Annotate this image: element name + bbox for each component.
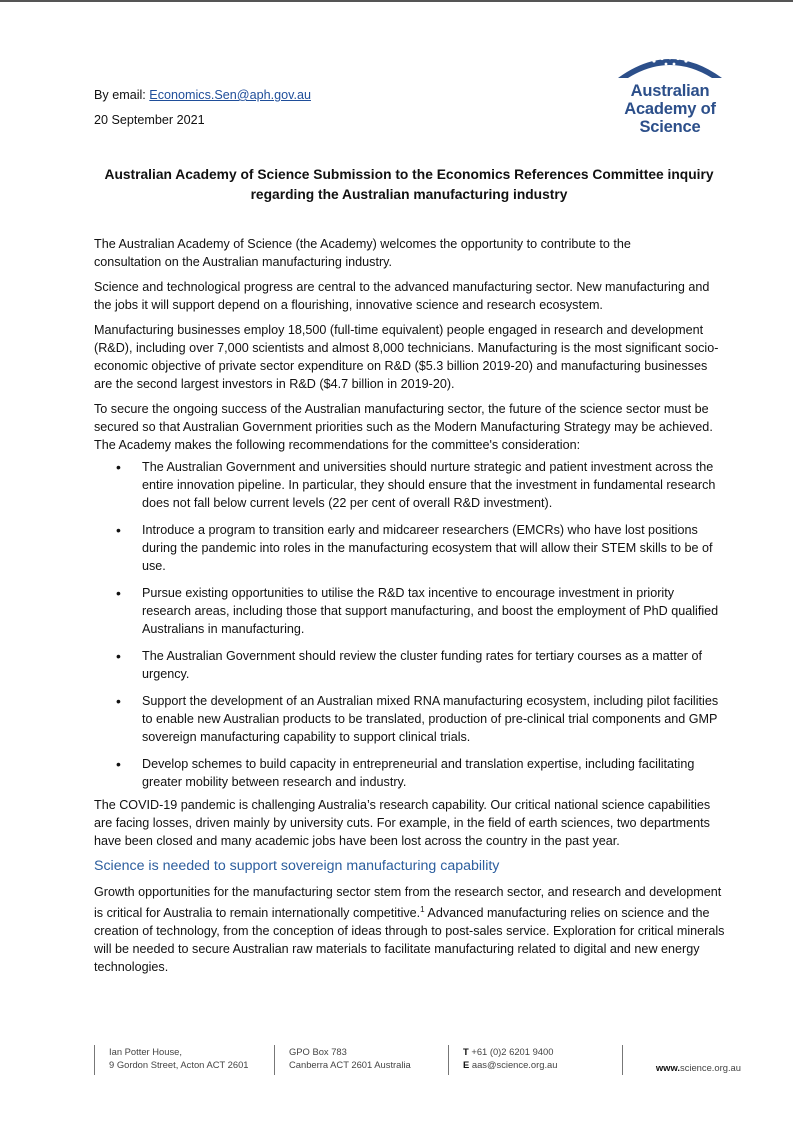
footer-address	[94, 1045, 249, 1075]
footer-website[interactable]	[622, 1045, 741, 1075]
document-body	[94, 235, 726, 983]
logo-text	[608, 82, 732, 136]
list-item: • Pursue existing opportunities to utilise the R&D tax incentive to encourage investment in priority research areas, including those that support manufacturing, and boost the employment of PhD qualified Australians in manufacturing.	[94, 584, 726, 638]
academy-logo	[608, 48, 732, 144]
growth-text: Growth opportunities for the manufacturing sector stem from the research sector, and research and development is critical for Australia to remain internationally competitive.	[94, 885, 722, 921]
footer-address-line-2: 9 Gordon Street, Acton ACT 2601	[109, 1059, 249, 1070]
footer-po-box	[274, 1045, 411, 1075]
paragraph-recommendations-intro: To secure the ongoing success of the Australian manufacturing sector, the future of the science sector must be secured so that Australian Government priorities such as the Modern Manufacturing Strategy may be achieved. The Academy makes the following recommendations for the committee's consideration:	[94, 402, 713, 452]
paragraph-science-progress: Science and technological progress are central to the advanced manufacturing sector. New manufacturing and the jobs it will support depend on a flourishing, innovative science and research ecosystem.	[94, 280, 710, 312]
phone-label: T	[463, 1046, 469, 1057]
email-link[interactable]: Economics.Sen@aph.gov.au	[149, 88, 311, 102]
dome-arch-icon	[614, 48, 726, 80]
list-item: • Support the development of an Australian mixed RNA manufacturing ecosystem, including pilot facilities to enable new Australian products to be translated, production of pre-clinical trial components and GMP sovereign manufacturing capability to support clinical trials.	[94, 692, 726, 746]
list-item: • Develop schemes to build capacity in entrepreneurial and translation expertise, including facilitating greater mobility between research and industry.	[94, 755, 726, 791]
footer-phone	[463, 1045, 557, 1058]
footer-email-address[interactable]: aas@science.org.au	[469, 1059, 558, 1070]
email-prefix: By email:	[94, 88, 150, 102]
footer-po-line-2: Canberra ACT 2601 Australia	[289, 1059, 411, 1070]
growth-text-rest: Advanced manufacturing relies on science and the creation of technology, from the conception of ideas through to post-sales service. Exploration for critical minerals will be needed to secure Australian raw materials to facilitate manufacturing related to digital and new energy technologies.	[94, 906, 725, 975]
logo-line-3: Science	[639, 118, 701, 136]
paragraph-covid: The COVID-19 pandemic is challenging Australia’s research capability. Our critical national science capabilities are facing losses, driven mainly by university cuts. For example, in the field of earth sciences, two departments have been closed and many academic jobs have been lost across the country in the past year.	[94, 798, 711, 848]
logo-line-1: Australian	[630, 82, 710, 100]
footer-po-line-1: GPO Box 783	[289, 1046, 347, 1057]
footnote-ref[interactable]: 1	[420, 905, 425, 914]
phone-number: +61 (0)2 6201 9400	[468, 1046, 554, 1057]
logo-line-2: Academy of	[624, 100, 716, 118]
list-item: • Introduce a program to transition early and midcareer researchers (EMCRs) who have lost positions during the pandemic into roles in the manufacturing ecosystem that will allow their STEM skills to be of use.	[94, 521, 726, 575]
footer-email	[463, 1058, 557, 1071]
email-label: E	[463, 1059, 470, 1070]
letter-date: 20 September 2021	[94, 113, 205, 127]
title-line-1: Australian Academy of Science Submission to the Economics References Committee inquiry	[104, 167, 714, 182]
footer-address-line-1: Ian Potter House,	[109, 1046, 182, 1057]
document-title	[94, 165, 724, 205]
list-item: • The Australian Government and universities should nurture strategic and patient investment across the entire innovation pipeline. In particular, they should ensure that the investment in fundamental research does not fall below current levels (22 per cent of overall R&D investment).	[94, 458, 726, 512]
page-footer	[94, 1045, 741, 1079]
title-line-2: regarding the Australian manufacturing industry	[250, 187, 568, 202]
website-prefix: www.	[655, 1062, 681, 1073]
recommendations-list	[94, 458, 726, 791]
list-item: • The Australian Government should review the cluster funding rates for tertiary courses as a matter of urgency.	[94, 647, 726, 683]
footer-contact	[448, 1045, 557, 1075]
website-domain: science.org.au	[680, 1062, 741, 1073]
paragraph-manufacturing-stats: Manufacturing businesses employ 18,500 (full-time equivalent) people engaged in research and development (R&D), including over 7,000 scientists and almost 8,000 technicians. Manufacturing is the most significant socio-economic objective of private sector expenditure on R&D ($5.3 billion 2019-20) and manufacturing businesses are the second largest investors in R&D ($4.7 billion in 2019-20).	[94, 323, 719, 391]
paragraph-intro: The Australian Academy of Science (the Academy) welcomes the opportunity to contribute to the consultation on the Australian manufacturing industry.	[94, 237, 631, 269]
email-line	[94, 88, 311, 102]
section-heading: Science is needed to support sovereign manufacturing capability	[94, 858, 500, 874]
paragraph-growth	[94, 883, 726, 976]
